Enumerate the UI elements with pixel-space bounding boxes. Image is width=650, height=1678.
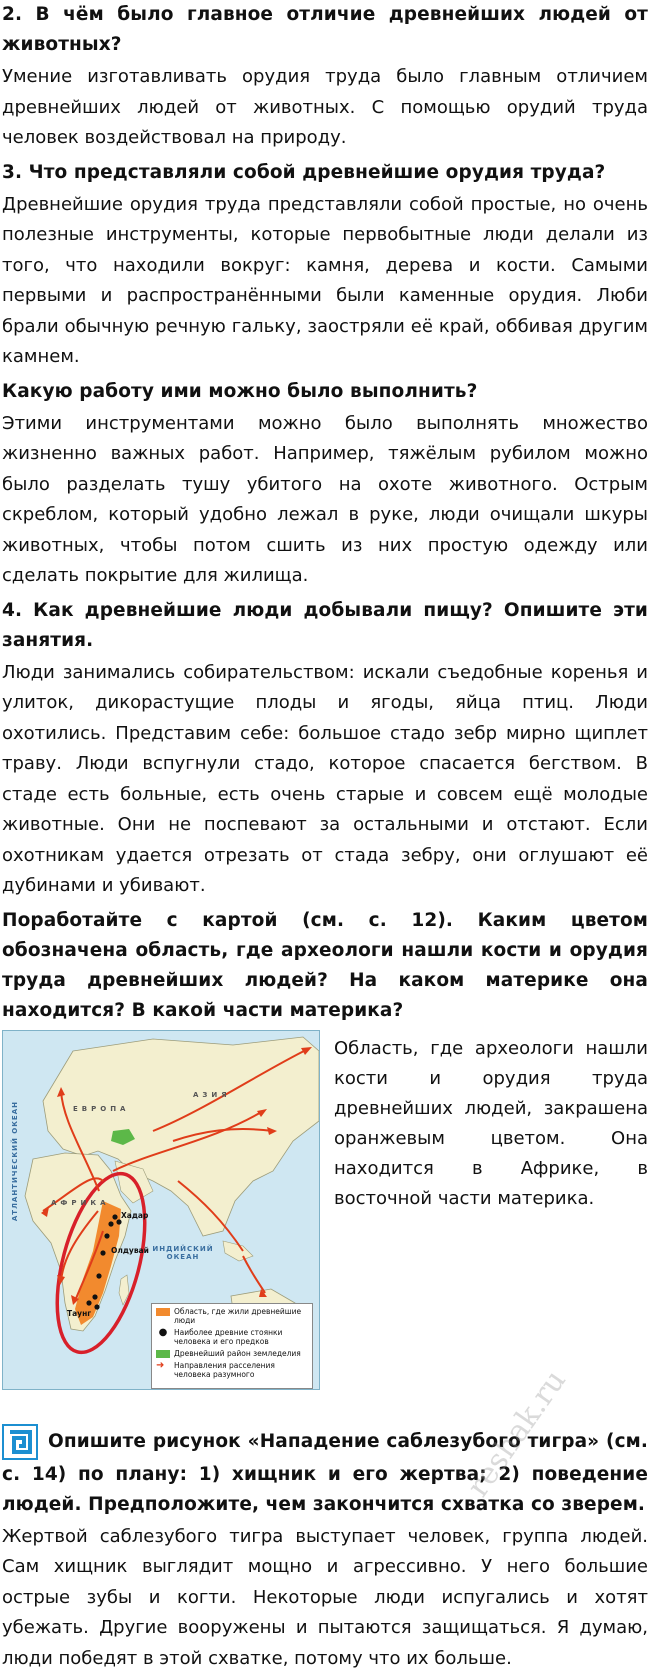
legend-item-area bbox=[156, 1307, 308, 1325]
map-answer-column bbox=[320, 1030, 648, 1218]
answer-4: Люди занимались собирательством: искали съедобные коренья и улиток, дикорастущие плоды и ягоды, яйца птиц. Люди охотились. Представим себе: большое стадо зебр мирно щиплет траву. Люди вспугнули стадо, которое спасается бегством. В стаде есть больные, есть очень старые и совсем ещё молодые животные. Они не поспевают за остальными и отстают. Если охотникам удается отрезать от стада зебру, они оглушают её дубинами и убивают. bbox=[2, 658, 648, 906]
question-3-followup: Какую работу ими можно было выполнить? bbox=[2, 377, 648, 409]
task-answer: Жертвой саблезубого тигра выступает человек, группа людей. Сам хищник выглядит мощно и агрессивно. У него большие острые зубы и когти. Некоторые люди испугались и хотят убежать. Другие вооружены и пытаются защищаться. Я думаю, люди победят в этой схватке, потому что их больше. bbox=[2, 1522, 648, 1678]
legend-green-swatch bbox=[156, 1350, 170, 1358]
map-site-hadar: Хадар bbox=[121, 1211, 148, 1220]
task-question bbox=[2, 1424, 648, 1522]
map-region-asia: АЗИЯ bbox=[193, 1091, 231, 1099]
map-site-taung: Таунг bbox=[67, 1309, 91, 1318]
legend-text-sites: Наиболее древние стоянки человека и его предков bbox=[174, 1328, 308, 1346]
legend-item-farming bbox=[156, 1349, 308, 1358]
legend-item-sites bbox=[156, 1328, 308, 1346]
watermark: reshak.ru bbox=[461, 1361, 650, 1570]
map-legend bbox=[151, 1303, 313, 1389]
answer-3: Древнейшие орудия труда представляли собой простые, но очень полезные инструменты, которые первобытные люди делали из того, что находили вокруг: камня, дерева и кости. Самыми первыми и распространёнными были каменные орудия. Люби брали обычную речную гальку, заостряли её край, оббивая другим камнем. bbox=[2, 190, 648, 377]
answer-2: Умение изготавливать орудия труда было главным отличием древнейших людей от животных. С помощью орудий труда человек воздействовал на природу. bbox=[2, 62, 648, 158]
map-ocean-label-indian: ИНДИЙСКИЙ ОКЕАН bbox=[143, 1245, 223, 1261]
legend-dot-icon: ● bbox=[156, 1328, 170, 1337]
task-icon bbox=[2, 1424, 38, 1460]
legend-arrow-icon: ➜ bbox=[156, 1361, 170, 1370]
legend-orange-swatch bbox=[156, 1308, 170, 1316]
legend-text-migration: Направления расселения человека разумного bbox=[174, 1361, 308, 1379]
legend-item-migration bbox=[156, 1361, 308, 1379]
map-region-europe: ЕВРОПА bbox=[73, 1105, 129, 1113]
world-map-image bbox=[2, 1030, 320, 1390]
task-question-text: Опишите рисунок «Нападение саблезубого тигра» (см. с. 14) по плану: 1) хищник и его жертва; 2) поведение людей. Предположите, чем закончится схватка со зверем. bbox=[2, 1431, 648, 1515]
page bbox=[2, 0, 648, 1678]
legend-text-farming: Древнейший район земледелия bbox=[174, 1349, 301, 1358]
answer-3-followup: Этими инструментами можно было выполнять множество жизненно важных работ. Например, тяжёлым рубилом можно было разделать тушу убитого на охоте животного. Острым скреблом, который удобно лежал в руке, люди очищали шкуры животных, чтобы потом сшить из них простую одежду или сделать покрытие для жилища. bbox=[2, 409, 648, 596]
map-site-olduvai: Олдувай bbox=[111, 1246, 149, 1255]
map-ocean-label-atlantic: АТЛАНТИЧЕСКИЙ ОКЕАН bbox=[11, 1101, 19, 1221]
map-region-africa: АФРИКА bbox=[51, 1199, 110, 1207]
question-4: 4. Как древнейшие люди добывали пищу? Опишите эти занятия. bbox=[2, 596, 648, 658]
legend-text-area: Область, где жили древнейшие люди bbox=[174, 1307, 308, 1325]
task-icon-svg bbox=[2, 1424, 38, 1460]
question-2: 2. В чём было главное отличие древнейших людей от животных? bbox=[2, 0, 648, 62]
map-answer: Область, где археологи нашли кости и орудия труда древнейших людей, закрашена оранжевым цветом. Она находится в Африке, в восточной части материка. bbox=[334, 1034, 648, 1218]
question-3: 3. Что представляли собой древнейшие орудия труда? bbox=[2, 158, 648, 190]
question-map: Поработайте с картой (см. с. 12). Каким цветом обозначена область, где археологи нашли кости и орудия труда древнейших людей? На каком материке она находится? В какой части материка? bbox=[2, 906, 648, 1028]
map-row bbox=[2, 1030, 648, 1390]
